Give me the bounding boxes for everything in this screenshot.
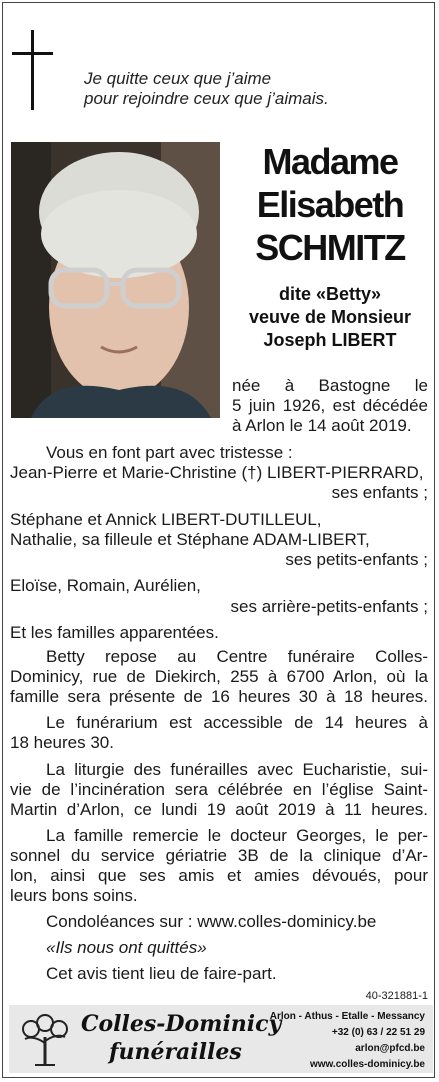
grandchildren-line-2: Nathalie, sa filleule et Stéphane ADAM-LIBERT,	[10, 530, 370, 549]
name-last: SCHMITZ	[255, 227, 405, 268]
epigraph-line-1: Je quitte ceux que j’aime	[84, 69, 272, 88]
email-address: arlon@pfcd.be	[355, 1043, 425, 1054]
para1-line1: Betty repose au Centre funéraire Colles-	[46, 647, 428, 666]
epigraph-line-2: pour rejoindre ceux que j’aimais.	[84, 89, 329, 108]
para4-line3: lon, ainsi que ses amis et amies dévoués, pour	[10, 866, 428, 885]
deceased-details	[232, 283, 428, 352]
para4-line2: sonnel du service gériatrie 3B de la clinique d’Ar-	[10, 846, 428, 865]
para4-line1: La famille remercie le docteur Georges, le per-	[46, 826, 428, 845]
name-title: Madame	[262, 141, 398, 182]
grandchildren-line-1: Stéphane et Annick LIBERT-DUTILLEUL,	[10, 510, 322, 529]
birth-line-3: à Arlon le 14 août 2019.	[232, 416, 412, 435]
notice-line: Cet avis tient lieu de faire-part.	[46, 964, 277, 983]
nickname: dite «Betty»	[278, 284, 382, 304]
relatives: Et les familles apparentées.	[10, 623, 219, 642]
husband-name: Joseph LIBERT	[263, 330, 397, 350]
para3-line2: vie de l’incinération sera célébrée en l’église Saint-	[10, 780, 428, 799]
para1-line3: famille sera présente de 16 heures 30 à 18 heures.	[10, 687, 428, 706]
para4-line4: leurs bons soins.	[10, 886, 138, 905]
contact-info	[270, 1009, 425, 1073]
phone-number: +32 (0) 63 / 22 51 29	[331, 1027, 425, 1038]
family-intro: Vous en font part avec tristesse :	[46, 443, 293, 462]
portrait-photo	[11, 142, 220, 418]
brand-name: Colles-Dominicy	[81, 1011, 282, 1037]
reference-number: 40-321881-1	[365, 990, 428, 1002]
condolences-line: Condoléances sur : www.colles-dominicy.be	[46, 912, 377, 931]
brand-subtitle: funérailles	[109, 1039, 242, 1065]
children-names: Jean-Pierre et Marie-Christine (†) LIBERT-PIERRARD,	[10, 463, 424, 482]
deceased-name	[232, 140, 428, 269]
tree-logo-icon	[17, 1013, 73, 1067]
birth-line-1: née à Bastogne le	[232, 376, 428, 395]
para2-line2: 18 heures 30.	[10, 733, 114, 752]
children-role: ses enfants ;	[331, 483, 428, 502]
great-grandchildren: Eloïse, Romain, Aurélien,	[10, 576, 201, 595]
birth-line-2: 5 juin 1926, est décédée	[232, 396, 428, 415]
widow-of: veuve de Monsieur	[248, 307, 412, 327]
website: www.colles-dominicy.be	[309, 1059, 425, 1070]
funeral-home-banner	[9, 1005, 433, 1073]
closing-quote: «Ils nous ont quittés»	[46, 938, 207, 957]
locations: Arlon - Athus - Etalle - Messancy	[269, 1011, 425, 1022]
portrait-illustration	[11, 142, 220, 418]
great-grandchildren-role: ses arrière-petits-enfants ;	[230, 597, 428, 616]
grandchildren-role: ses petits-enfants ;	[285, 550, 428, 569]
para1-line2: Dominicy, rue de Diekirch, 255 à 6700 Arlon, où la	[10, 667, 428, 686]
para3-line3: Martin d’Arlon, ce lundi 19 août 2019 à 11 heures.	[10, 800, 428, 819]
epigraph	[84, 69, 404, 109]
para3-line1: La liturgie des funérailles avec Eucharistie, sui-	[46, 760, 428, 779]
para2-line1: Le funérarium est accessible de 14 heures à	[46, 713, 428, 732]
name-first: Elisabeth	[256, 184, 404, 225]
